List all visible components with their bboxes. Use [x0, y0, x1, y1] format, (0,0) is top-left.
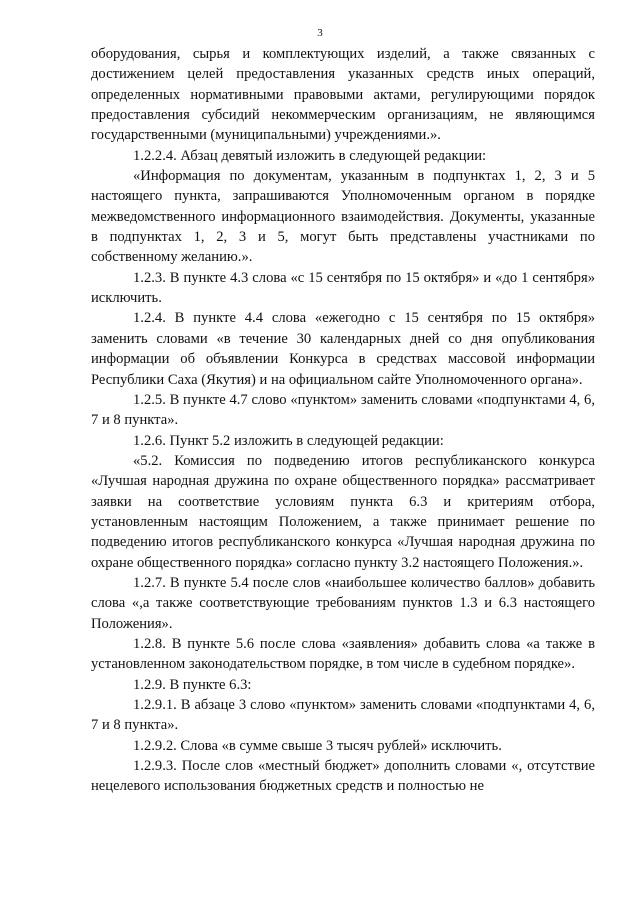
paragraph: 1.2.9. В пункте 6.3:: [133, 676, 252, 693]
paragraph: 1.2.4. В пункте 4.4 слова «ежегодно с 15 сентября по 15 октября» заменить словами «в течение 30 календарных дней со дня опубликования информации об объявлении Конкурса в средствах массовой информации Республики Саха (Якутия) и на официальном сайте Уполномоченного органа».: [91, 310, 595, 388]
paragraph: 1.2.6. Пункт 5.2 изложить в следующей редакции:: [133, 432, 444, 449]
document-body: [91, 44, 595, 797]
paragraph: 1.2.9.1. В абзаце 3 слово «пунктом» заменить словами «подпунктами 4, 6, 7 и 8 пункта».: [91, 697, 595, 734]
paragraph: 1.2.3. В пункте 4.3 слова «с 15 сентября по 15 октября» и «до 1 сентября» исключить.: [91, 269, 595, 307]
paragraph: 1.2.9.2. Слова «в сумме свыше 3 тысяч рублей» исключить.: [133, 737, 502, 754]
paragraph: «Информация по документам, указанным в подпунктах 1, 2, 3 и 5 настоящего пункта, запрашиваются Уполномоченным органом в порядке межведомственного информационного взаимодействия. Документы, указанные в подпунктах 1, 2, 3 и 5, могут быть представлены участниками по собственному желанию.».: [91, 168, 595, 266]
paragraph: 1.2.7. В пункте 5.4 после слов «наибольшее количество баллов» добавить слова «,а также соответствующие требованиям пунктов 1.3 и 6.3 настоящего Положения».: [91, 574, 595, 632]
paragraph: 1.2.2.4. Абзац девятый изложить в следующей редакции:: [133, 147, 487, 164]
paragraph: 1.2.9.3. После слов «местный бюджет» дополнить словами «, отсутствие нецелевого использования бюджетных средств и полностью не: [91, 758, 595, 795]
paragraph: «5.2. Комиссия по подведению итогов республиканского конкурса «Лучшая народная дружина по охране общественного порядка» рассматривает заявки на соответствие условиям пункта 6.3 и критериям отбора, установленным настоящим Положением, а также принимает решение по подведению итогов республиканского конкурса «Лучшая народная дружина по охране общественного порядка» согласно пункту 3.2 настоящего Положения.».: [91, 452, 595, 571]
paragraph: оборудования, сырья и комплектующих изделий, а также связанных с достижением целей предоставления указанных средств иных операций, определенных нормативными правовыми актами, регулирующими порядок предоставления субсидий некоммерческим организациям, не являющимся государственными (муниципальными) учреждениями.».: [91, 46, 595, 144]
paragraph: 1.2.8. В пункте 5.6 после слова «заявления» добавить слова «а также в установленном законодательством порядке, в том числе в судебном порядке».: [91, 635, 595, 673]
page-number: 3: [317, 27, 323, 39]
paragraph: 1.2.5. В пункте 4.7 слово «пунктом» заменить словами «подпунктами 4, 6, 7 и 8 пункта».: [91, 391, 595, 429]
